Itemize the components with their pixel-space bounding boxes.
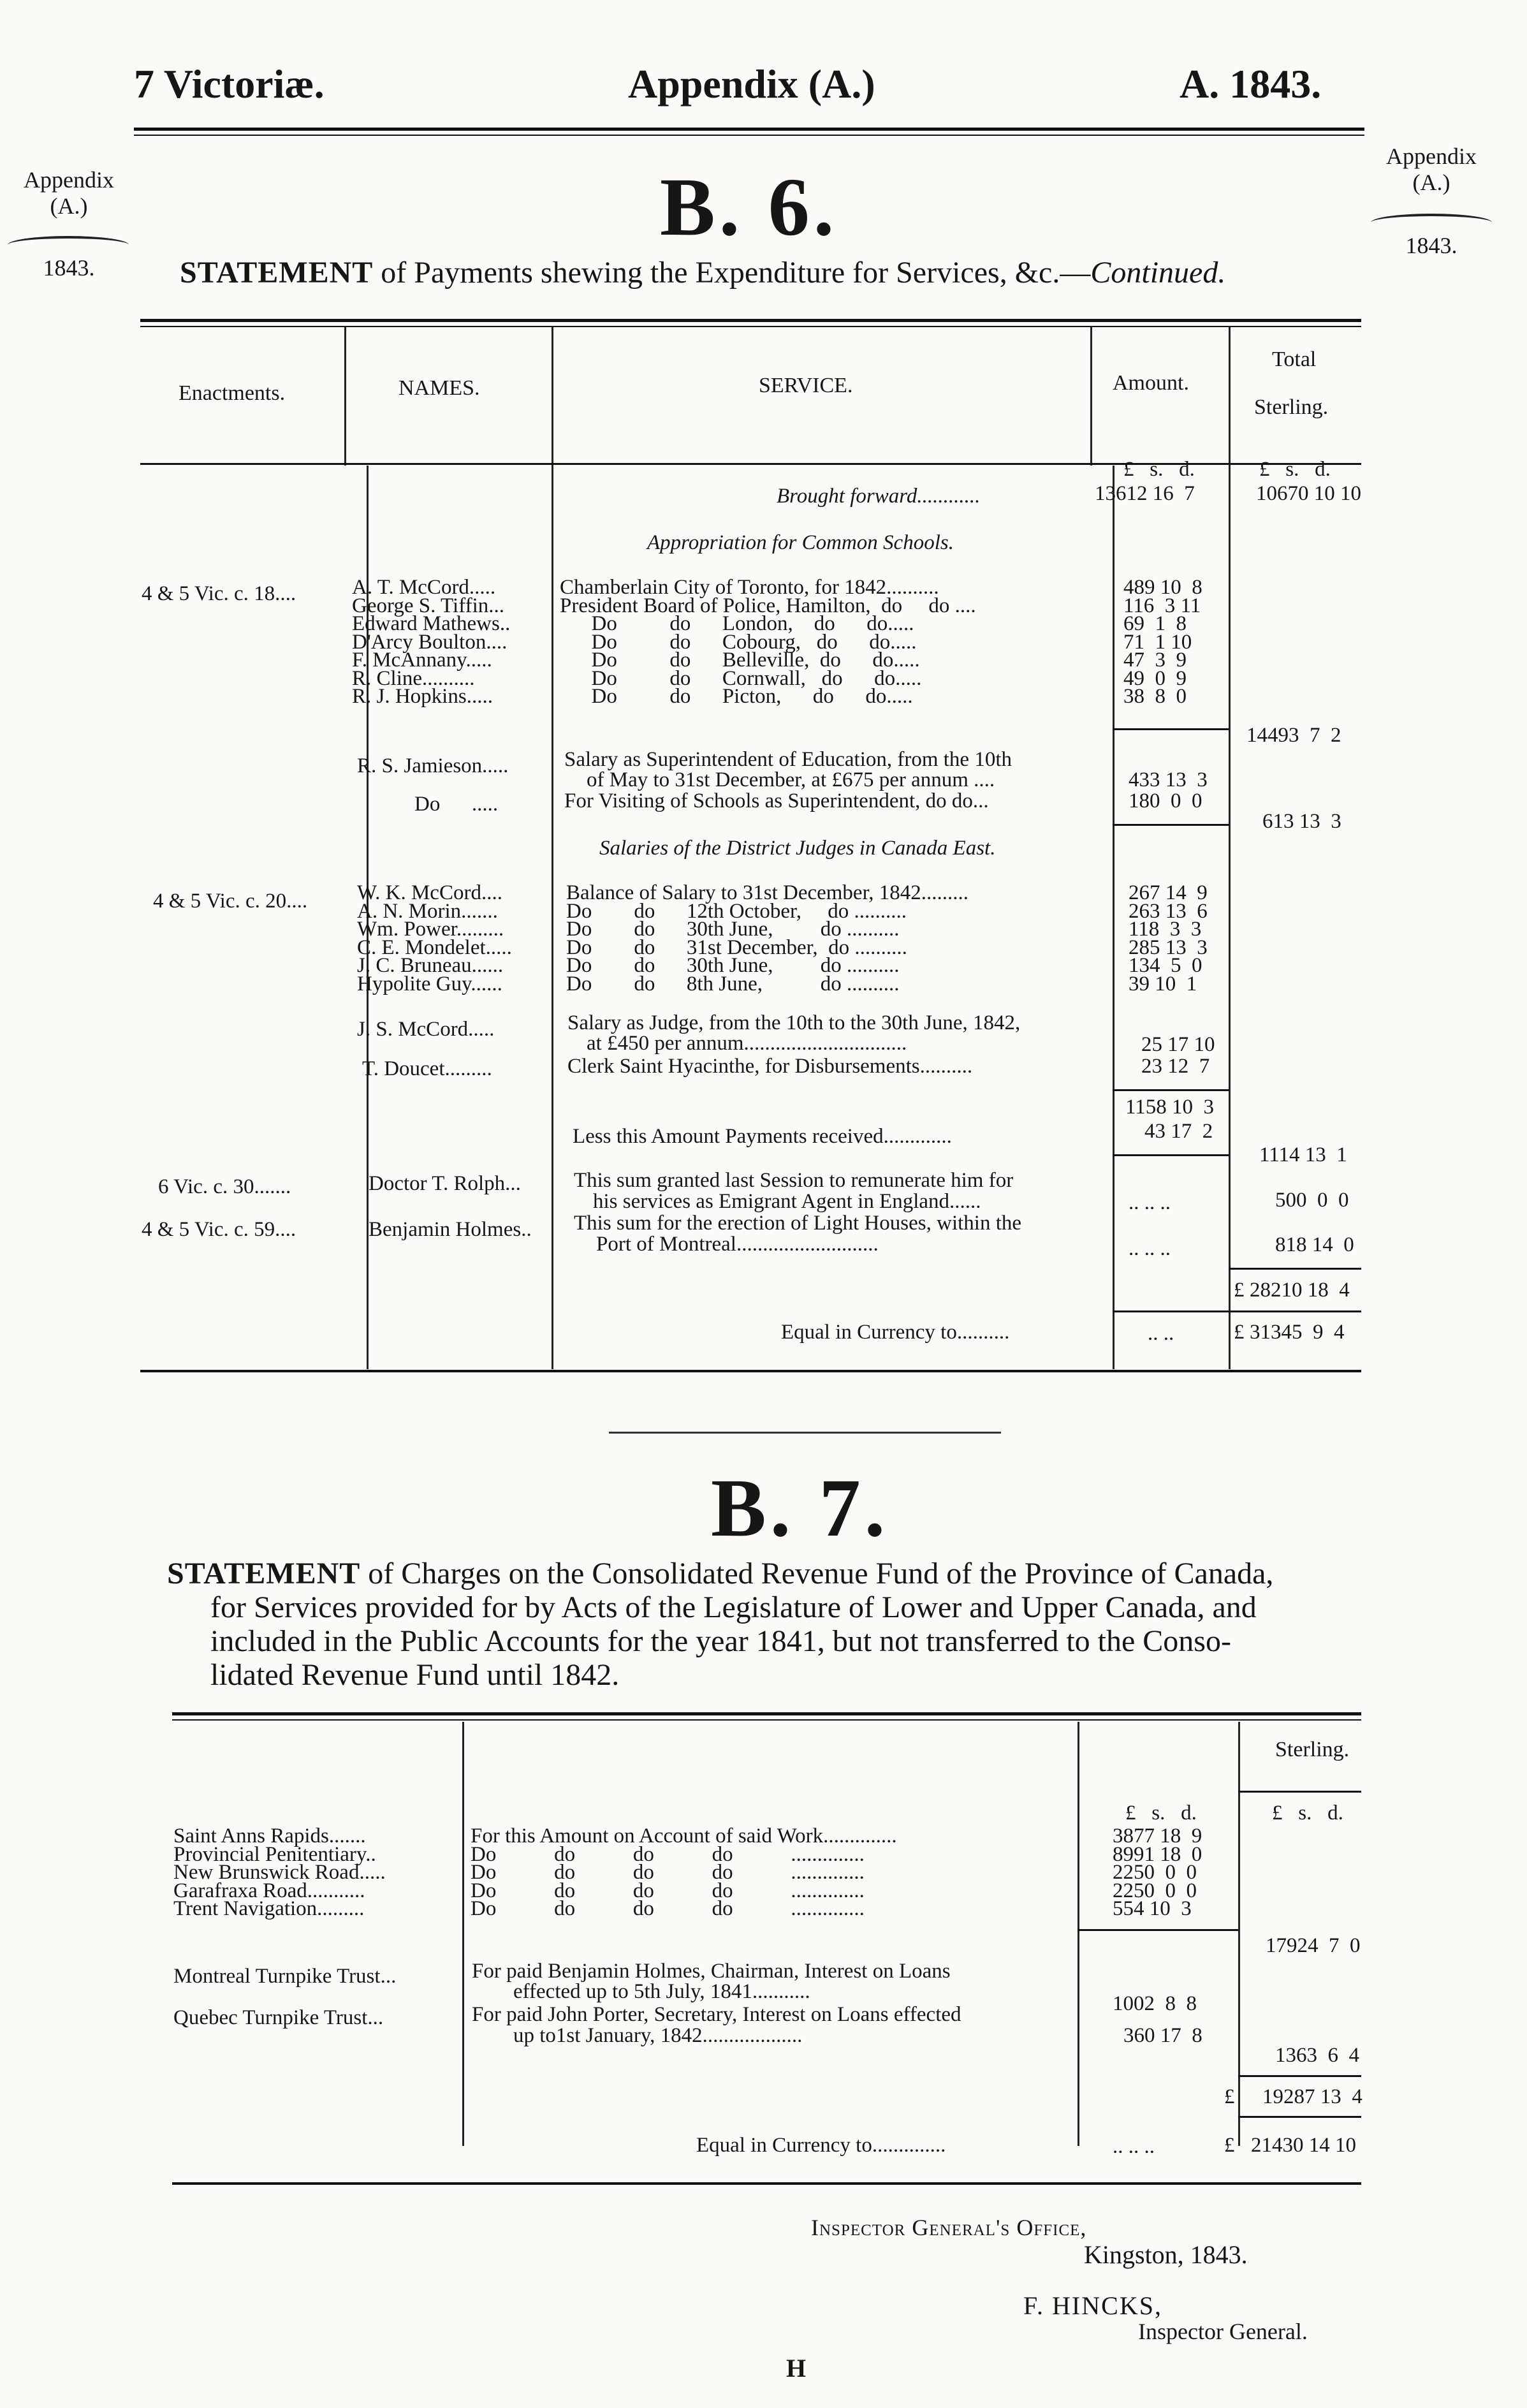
b6-schools-subtotal-rule (1113, 728, 1229, 730)
judge-row-service: Do do 8th June, do .......... (566, 973, 900, 995)
b7-col-divider-3 (1238, 1722, 1240, 2146)
work-row-service: Do do do do .............. (471, 1879, 865, 1902)
b6-schools-total: 14493 7 2 (1246, 724, 1341, 747)
b6-holmes-name: Benjamin Holmes.. (369, 1218, 532, 1241)
b6-jamieson-amount-1: 433 13 3 (1129, 768, 1208, 791)
b6-jamieson-total: 613 13 3 (1262, 810, 1341, 833)
b6-holmes-amount: .. .. .. (1129, 1237, 1171, 1260)
b7-top-rule (172, 1712, 1361, 1721)
b6-holmes-service-b: Port of Montreal........................... (596, 1233, 879, 1256)
judge-row-amount: 39 10 1 (1129, 973, 1197, 995)
b6-col-enactments: Enactments. (179, 381, 286, 405)
b6-amount-divider (1113, 466, 1114, 1369)
school-row-name: F. McAnnany..... (352, 649, 492, 672)
b6-col-total-1: Total (1272, 348, 1317, 371)
judge-row-name: C. E. Mondelet..... (357, 936, 512, 959)
b7-turnpike-service-2a: For paid John Porter, Secretary, Interest on Loans effected (472, 2003, 961, 2026)
b7-works-total: 17924 7 0 (1266, 1934, 1361, 1957)
footer-signature: F. HINCKS, (1023, 2291, 1162, 2320)
b7-grand-total-symbol: £ (1224, 2085, 1235, 2108)
running-header-center: Appendix (A.) (628, 61, 875, 106)
work-row-service: Do do do do .............. (471, 1897, 865, 1920)
b6-top-rule (140, 319, 1361, 327)
b7-statement-line-1 (167, 1556, 1273, 1591)
b6-col-divider-1 (344, 327, 346, 466)
header-rule (134, 128, 1364, 136)
b7-turnpike-amount-2: 360 17 8 (1123, 2024, 1202, 2047)
b7-statement-line-3: included in the Public Accounts for the year 1841, but not transferred to the Conso- (210, 1624, 1231, 1658)
b6-title: B. 6. (660, 161, 838, 253)
work-row-service: For this Amount on Account of said Work.............. (471, 1824, 897, 1847)
margin-right-year: 1843. (1405, 233, 1458, 258)
work-row-amount: 8991 18 0 (1113, 1843, 1202, 1866)
b6-statement-bold: STATEMENT (180, 256, 374, 290)
margin-left-year: 1843. (43, 255, 95, 281)
b6-currency-dots: .. .. (1148, 1322, 1174, 1345)
b6-judge-amount-7: 25 17 10 (1141, 1033, 1215, 1056)
b7-col-divider-2 (1078, 1722, 1079, 2146)
b7-statement-line-4: lidated Revenue Fund until 1842. (210, 1658, 620, 1692)
b6-judges-less-amount: 43 17 2 (1144, 1120, 1213, 1143)
school-row-service: Do do Cornwall, do do..... (560, 667, 922, 690)
b6-schools-enactment: 4 & 5 Vic. c. 18.... (142, 582, 296, 605)
work-row-name: Trent Navigation......... (173, 1897, 365, 1920)
school-row-amount: 38 8 0 (1123, 685, 1187, 708)
b7-title: B. 7. (711, 1462, 889, 1554)
b6-col-divider-4 (1229, 327, 1231, 1369)
b7-currency-symbol: £ (1224, 2134, 1235, 2157)
school-row-name: D'Arcy Boulton.... (352, 631, 508, 654)
school-row-name: R. J. Hopkins..... (352, 685, 493, 708)
b6-statement-italic: Continued. (1090, 256, 1226, 290)
b6-subheading-judges: Salaries of the District Judges in Canada East. (599, 837, 996, 860)
b6-statement (180, 255, 1225, 290)
school-row-amount: 69 1 8 (1123, 612, 1187, 635)
b7-currency-label: Equal in Currency to.............. (696, 2134, 946, 2157)
b6-jamieson-rule (1113, 824, 1229, 826)
b7-currency-total: 21430 14 10 (1251, 2134, 1356, 2157)
b7-turnpike-amount-1: 1002 8 8 (1113, 1992, 1197, 2015)
school-row-service: Do do Cobourg, do do..... (560, 631, 917, 654)
b6-judges-total: 1114 13 1 (1259, 1143, 1347, 1166)
margin-note-right (1368, 143, 1495, 196)
work-row-name: Saint Anns Rapids....... (173, 1824, 366, 1847)
b6-judge-service-8: Clerk Saint Hyacinthe, for Disbursements.......... (567, 1055, 973, 1078)
margin-left-line2: (A.) (50, 193, 88, 219)
page-mark: H (786, 2354, 807, 2382)
b7-bottom-rule (172, 2182, 1361, 2185)
b6-brought-forward-total: 10670 10 10 (1256, 482, 1361, 505)
b6-jamieson-amount-2: 180 0 0 (1129, 789, 1202, 812)
judge-row-service: Do do 12th October, do .......... (566, 900, 907, 923)
b6-subheading-schools: Appropriation for Common Schools. (647, 531, 954, 554)
b6-jamieson-name-2: Do ..... (414, 793, 499, 816)
b6-judges-subtotal-rule (1113, 1089, 1229, 1091)
b7-grand-total: 19287 13 4 (1262, 2085, 1363, 2108)
b7-statement-rest: of Charges on the Consolidated Revenue Fund of the Province of Canada, (360, 1557, 1274, 1590)
b7-turnpike-service-2b: up to1st January, 1842................... (513, 2024, 803, 2047)
work-row-name: New Brunswick Road..... (173, 1861, 386, 1884)
b6-holmes-service-a: This sum for the erection of Light Houses, within the (574, 1212, 1022, 1235)
b6-judges-less-label: Less this Amount Payments received............. (573, 1125, 952, 1148)
judge-row-name: Wm. Power......... (357, 918, 504, 941)
school-row-service: Do do London, do do..... (560, 612, 914, 635)
margin-note-left (5, 167, 133, 220)
work-row-name: Garafraxa Road........... (173, 1879, 365, 1902)
school-row-name: R. Cline.......... (352, 667, 475, 690)
school-row-service: Do do Belleville, do do..... (560, 649, 920, 672)
b6-grand-total: 28210 18 4 (1250, 1279, 1350, 1302)
judge-row-name: J. C. Bruneau...... (357, 954, 504, 977)
b7-col-sterling: Sterling. (1275, 1738, 1350, 1761)
work-row-name: Provincial Penitentiary.. (173, 1843, 376, 1866)
b6-judge-amount-8: 23 12 7 (1141, 1055, 1210, 1078)
judge-row-amount: 267 14 9 (1129, 881, 1208, 904)
footer-office: Inspector General's Office, (811, 2215, 1087, 2240)
b6-rolph-enactment: 6 Vic. c. 30....... (158, 1175, 291, 1198)
school-row-amount: 49 0 9 (1123, 667, 1187, 690)
b7-grand-total-rule (1238, 2075, 1361, 2077)
judge-row-amount: 134 5 0 (1129, 954, 1202, 977)
b6-jamieson-name-1: R. S. Jamieson..... (357, 754, 509, 777)
b6-currency-label: Equal in Currency to.......... (781, 1321, 1010, 1344)
b7-currency-dots: .. .. .. (1113, 2135, 1155, 2158)
b6-jamieson-service-1a: Salary as Superintendent of Education, from the 10th (564, 748, 1012, 771)
school-row-amount: 116 3 11 (1123, 594, 1201, 617)
judge-row-amount: 118 3 3 (1129, 918, 1202, 941)
b7-turnpike-service-1b: effected up to 5th July, 1841........... (513, 1980, 810, 2003)
b6-grand-total-rule (1229, 1268, 1361, 1270)
margin-left-line1: Appendix (24, 167, 114, 193)
b6-judges-enactment: 4 & 5 Vic. c. 20.... (153, 890, 308, 913)
work-row-amount: 2250 0 0 (1113, 1879, 1197, 1902)
work-row-service: Do do do do .............. (471, 1843, 865, 1866)
judge-row-name: A. N. Morin....... (357, 900, 498, 923)
b6-brought-forward-amount: 13612 16 7 (1095, 482, 1195, 505)
b6-rolph-amount: .. .. .. (1129, 1191, 1171, 1214)
school-row-service: Do do Picton, do do..... (560, 685, 913, 708)
b6-judge-service-7b: at £450 per annum............................... (587, 1032, 907, 1055)
work-row-service: Do do do do .............. (471, 1861, 865, 1884)
margin-right-brace (1371, 214, 1492, 224)
b6-lsd-total: £ s. d. (1259, 458, 1331, 481)
b6-holmes-enactment: 4 & 5 Vic. c. 59.... (142, 1218, 296, 1241)
school-row-amount: 47 3 9 (1123, 649, 1187, 672)
b7-turnpike-name-1: Montreal Turnpike Trust... (173, 1965, 397, 1988)
school-row-name: A. T. McCord..... (352, 576, 496, 599)
b6-judges-less-rule (1113, 1154, 1229, 1156)
b7-currency-rule (1238, 2116, 1361, 2118)
b6-rolph-service-b: his services as Emigrant Agent in England...... (593, 1190, 981, 1213)
b6-jamieson-service-1b: of May to 31st December, at £675 per annum .... (587, 768, 995, 791)
judge-row-service: Balance of Salary to 31st December, 1842......... (566, 881, 968, 904)
b7-lsd-total: £ s. d. (1272, 1802, 1343, 1824)
judge-row-service: Do do 31st December, do .......... (566, 936, 907, 959)
work-row-amount: 3877 18 9 (1113, 1824, 1202, 1847)
b6-col-names: NAMES. (398, 376, 480, 400)
judge-row-amount: 263 13 6 (1129, 900, 1208, 923)
footer-signature-title: Inspector General. (1138, 2319, 1308, 2344)
b6-statement-rest: of Payments shewing the Expenditure for Services, &c.— (373, 256, 1091, 290)
b7-lsd-amount: £ s. d. (1125, 1802, 1197, 1824)
judge-row-name: Hypolite Guy...... (357, 973, 502, 995)
b6-judges-subtotal: 1158 10 3 (1125, 1096, 1215, 1119)
school-row-name: Edward Mathews.. (352, 612, 511, 635)
b7-statement-bold: STATEMENT (167, 1557, 361, 1590)
b6-col-divider-2 (552, 327, 553, 1369)
b7-turnpike-name-2: Quebec Turnpike Trust... (173, 2006, 384, 2029)
b7-turnpike-service-1a: For paid Benjamin Holmes, Chairman, Interest on Loans (472, 1960, 951, 1983)
school-row-amount: 71 1 10 (1123, 631, 1192, 654)
b6-currency-total: 31345 9 4 (1250, 1321, 1345, 1344)
b6-rolph-name: Doctor T. Rolph... (369, 1172, 521, 1195)
b6-judge-name-8: T. Doucet......... (362, 1057, 492, 1080)
school-row-service: President Board of Police, Hamilton, do do .... (560, 594, 976, 617)
school-row-service: Chamberlain City of Toronto, for 1842.......... (560, 576, 939, 599)
b6-judge-name-7: J. S. McCord..... (357, 1018, 495, 1041)
b6-rolph-total: 500 0 0 (1275, 1189, 1349, 1212)
b7-header-rule (1238, 1791, 1361, 1793)
judge-row-name: W. K. McCord.... (357, 881, 502, 904)
margin-right-line2: (A.) (1412, 170, 1450, 196)
b6-col-total-2: Sterling. (1254, 395, 1329, 419)
footer-place: Kingston, 1843. (1084, 2240, 1248, 2269)
b6-jamieson-service-2: For Visiting of Schools as Superintendent, do do... (564, 789, 989, 812)
judge-row-service: Do do 30th June, do .......... (566, 918, 900, 941)
judge-row-amount: 285 13 3 (1129, 936, 1208, 959)
work-row-amount: 554 10 3 (1113, 1897, 1192, 1920)
b6-col-service: SERVICE. (759, 374, 853, 397)
school-row-amount: 489 10 8 (1123, 576, 1202, 599)
school-row-name: George S. Tiffin... (352, 594, 504, 617)
b6-currency-symbol: £ (1234, 1321, 1245, 1344)
b6-holmes-total: 818 14 0 (1275, 1233, 1354, 1256)
b6-lsd-amount: £ s. d. (1123, 458, 1195, 481)
b6-col-divider-3 (1090, 327, 1092, 466)
b6-currency-rule (1113, 1310, 1361, 1312)
running-header-right: A. 1843. (1180, 61, 1322, 106)
margin-left-brace (8, 236, 129, 246)
b6-col-amount: Amount. (1113, 371, 1189, 395)
b7-statement-line-2: for Services provided for by Acts of the Legislature of Lower and Upper Canada, and (210, 1590, 1257, 1624)
section-separator (609, 1432, 1001, 1434)
b6-judge-service-7a: Salary as Judge, from the 10th to the 30th June, 1842, (567, 1011, 1021, 1034)
b6-brought-forward-label: Brought forward............ (777, 485, 981, 508)
work-row-amount: 2250 0 0 (1113, 1861, 1197, 1884)
margin-right-line1: Appendix (1386, 143, 1477, 169)
b7-col-divider-1 (462, 1722, 464, 2146)
b6-grand-total-symbol: £ (1234, 1279, 1245, 1302)
b6-rolph-service-a: This sum granted last Session to remunerate him for (574, 1169, 1014, 1192)
b7-works-rule (1078, 1929, 1238, 1931)
running-header-left: 7 Victoriæ. (134, 61, 325, 106)
b7-turnpike-total: 1363 6 4 (1275, 2044, 1359, 2067)
judge-row-service: Do do 30th June, do .......... (566, 954, 900, 977)
b6-bottom-rule (140, 1370, 1361, 1372)
